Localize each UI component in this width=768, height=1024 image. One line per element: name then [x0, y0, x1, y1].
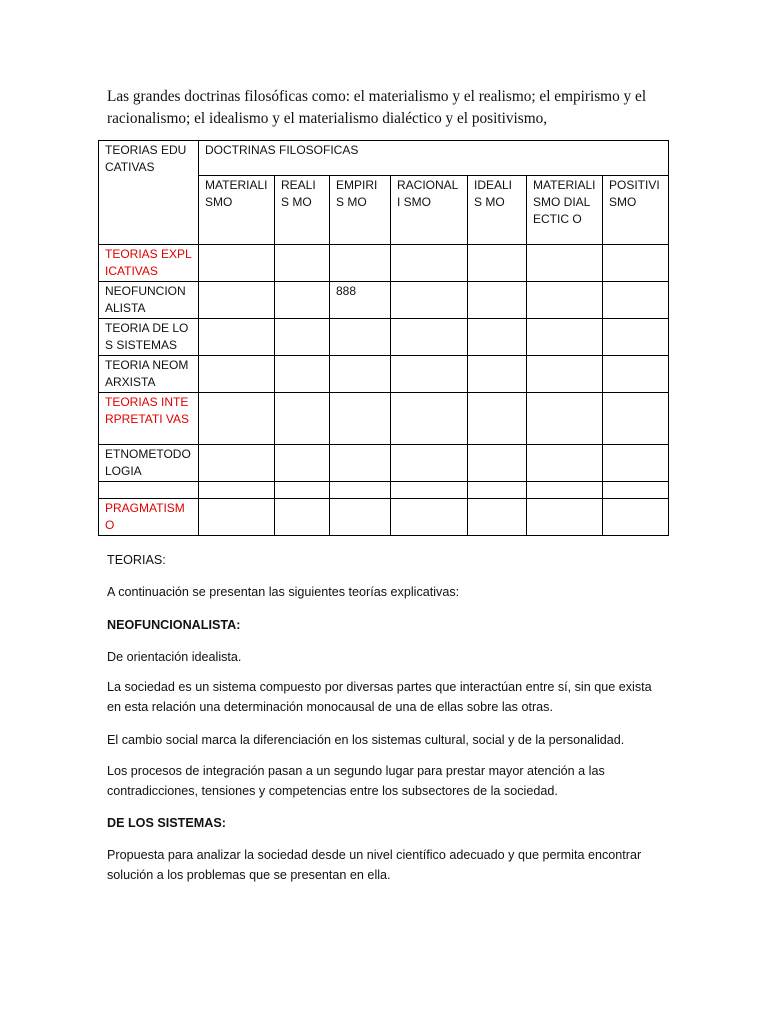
table-row	[99, 245, 669, 282]
table-cell	[199, 356, 275, 393]
table-cell	[527, 245, 603, 282]
table-cell	[275, 319, 330, 356]
table-cell	[603, 319, 669, 356]
table-cell	[468, 319, 527, 356]
table-row	[99, 319, 669, 356]
column-header: IDEALIS MO	[468, 176, 527, 245]
table-cell	[391, 319, 468, 356]
table-row	[99, 445, 669, 482]
paragraph-cambio-social: El cambio social marca la diferenciación en los sistemas cultural, social y de la personalidad.	[107, 733, 625, 747]
table-cell	[603, 482, 669, 499]
column-header: POSITIVI SMO	[603, 176, 669, 245]
table-cell	[199, 499, 275, 536]
table-cell	[527, 319, 603, 356]
table-cell	[199, 245, 275, 282]
header-teorias-educativas: TEORIAS EDUCATIVAS	[99, 141, 199, 245]
row-label-pragmatismo: PRAGMATISM O	[99, 499, 199, 536]
row-label-neofuncionalista: NEOFUNCION ALISTA	[99, 282, 199, 319]
table-cell	[330, 356, 391, 393]
row-label-teoria-de-los-sistemas: TEORIA DE LOS SISTEMAS	[99, 319, 199, 356]
table-cell	[330, 319, 391, 356]
heading-de-los-sistemas: DE LOS SISTEMAS:	[107, 816, 226, 830]
table-cell	[275, 245, 330, 282]
table-cell	[527, 282, 603, 319]
table-cell	[527, 499, 603, 536]
paragraph-propuesta: Propuesta para analizar la sociedad desde un nivel científico adecuado y que permita encontrar solución a los problemas que se presentan en ella.	[107, 848, 642, 882]
table-cell	[330, 245, 391, 282]
table-cell	[468, 499, 527, 536]
paragraph-sociedad-sistema: La sociedad es un sistema compuesto por diversas partes que interactúan entre sí, sin que exista en esta relación una determinación monocausal de una de ellas sobre las otras.	[107, 680, 652, 714]
column-header: RACIONALI SMO	[391, 176, 468, 245]
heading-teorias: TEORIAS:	[107, 553, 166, 567]
table-cell	[330, 393, 391, 445]
header-doctrinas-filosoficas: DOCTRINAS FILOSOFICAS	[199, 141, 669, 176]
table-cell	[468, 245, 527, 282]
table-cell	[391, 393, 468, 445]
table-cell	[391, 282, 468, 319]
table-cell	[468, 356, 527, 393]
paragraph-procesos-integracion: Los procesos de integración pasan a un segundo lugar para prestar mayor atención a las contradicciones, tensiones y competencias entre los subsectores de la sociedad.	[107, 764, 605, 798]
column-header: MATERIALI SMO DIALECTIC O	[527, 176, 603, 245]
table-cell	[391, 445, 468, 482]
table-cell	[603, 356, 669, 393]
table-row	[99, 499, 669, 536]
table-row	[99, 282, 669, 319]
table-cell	[275, 393, 330, 445]
table-cell	[527, 393, 603, 445]
table-cell	[391, 356, 468, 393]
intro-paragraph: Las grandes doctrinas filosóficas como: el materialismo y el realismo; el empirismo y el racionalismo; el idealismo y el materialismo dialéctico y el positivismo,	[107, 88, 647, 127]
heading-neofuncionalista: NEOFUNCIONALISTA:	[107, 618, 241, 632]
row-label-teorias-explicativas: TEORIAS EXPLICATIVAS	[99, 245, 199, 282]
column-header: REALIS MO	[275, 176, 330, 245]
table-cell	[603, 282, 669, 319]
doctrines-table	[98, 140, 669, 536]
table-cell: 888	[330, 282, 391, 319]
paragraph-intro-teorias: A continuación se presentan las siguientes teorías explicativas:	[107, 585, 460, 599]
table-cell	[275, 445, 330, 482]
table-cell	[391, 482, 468, 499]
paragraph-orientacion: De orientación idealista.	[107, 650, 242, 664]
table-cell	[468, 393, 527, 445]
table-cell	[330, 445, 391, 482]
row-label-teorias-interpretativas: TEORIAS INTERPRETATI VAS	[99, 393, 199, 445]
table-cell	[199, 445, 275, 482]
table-row	[99, 356, 669, 393]
row-label-teoria-neomarxista: TEORIA NEOMARXISTA	[99, 356, 199, 393]
table-cell	[391, 499, 468, 536]
table-cell	[199, 282, 275, 319]
table-row	[99, 393, 669, 445]
row-label-etnometodologia: ETNOMETODO LOGIA	[99, 445, 199, 482]
table-cell	[468, 445, 527, 482]
table-cell	[468, 482, 527, 499]
table-cell	[199, 319, 275, 356]
table-cell	[275, 499, 330, 536]
column-header: EMPIRIS MO	[330, 176, 391, 245]
table-row	[99, 482, 669, 499]
table-cell	[199, 393, 275, 445]
table-cell	[527, 445, 603, 482]
table-cell	[603, 445, 669, 482]
table-cell	[603, 393, 669, 445]
row-label-empty	[99, 482, 199, 499]
table-cell	[468, 282, 527, 319]
table-cell	[527, 482, 603, 499]
column-header: MATERIALI SMO	[199, 176, 275, 245]
table-cell	[275, 356, 330, 393]
table-cell	[391, 245, 468, 282]
table-cell	[330, 482, 391, 499]
table-cell	[527, 356, 603, 393]
table-cell	[603, 245, 669, 282]
table-cell	[275, 482, 330, 499]
table-cell	[275, 282, 330, 319]
table-cell	[199, 482, 275, 499]
table-cell	[603, 499, 669, 536]
table-cell	[330, 499, 391, 536]
